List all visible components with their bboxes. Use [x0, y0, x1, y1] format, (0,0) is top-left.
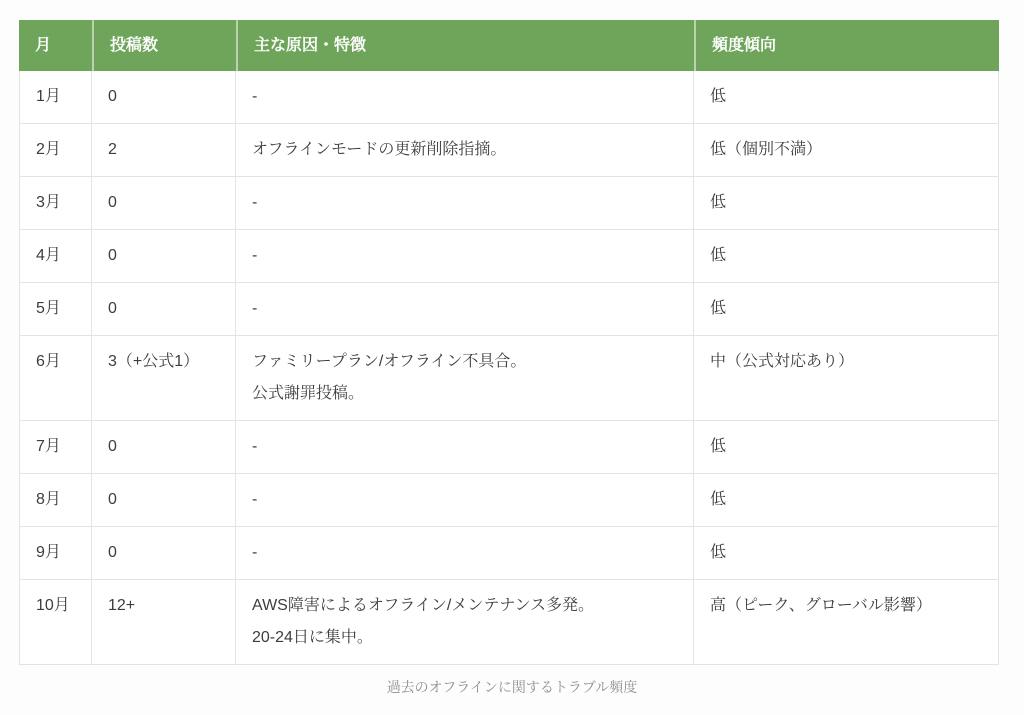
cell-cause: [236, 580, 694, 665]
cell-month: 7月: [19, 421, 92, 474]
cell-month: 1月: [19, 71, 92, 124]
cell-cause: [236, 230, 694, 283]
table-row: [19, 124, 999, 177]
header-row: [19, 20, 999, 71]
cell-cause: [236, 421, 694, 474]
cell-month: 4月: [19, 230, 92, 283]
cell-cause: [236, 124, 694, 177]
cell-month: 8月: [19, 474, 92, 527]
cell-month: 3月: [19, 177, 92, 230]
cell-posts: 12+: [92, 580, 236, 665]
cell-trend: 低: [694, 527, 999, 580]
column-header-posts: 投稿数: [92, 20, 236, 71]
column-header-trend: 頻度傾向: [694, 20, 999, 71]
cell-posts: 0: [92, 71, 236, 124]
cell-trend: 高（ピーク、グローバル影響）: [694, 580, 999, 665]
cause-line: -: [252, 194, 258, 211]
cell-trend: 低: [694, 283, 999, 336]
cause-line: AWS障害によるオフライン/メンテナンス多発。: [252, 597, 595, 614]
cell-posts: 0: [92, 230, 236, 283]
cell-cause: [236, 336, 694, 421]
cell-trend: 低: [694, 421, 999, 474]
cell-month: 5月: [19, 283, 92, 336]
cell-month: 10月: [19, 580, 92, 665]
table-row: [19, 527, 999, 580]
cause-line: 公式謝罪投稿。: [252, 385, 365, 402]
cell-trend: 低: [694, 230, 999, 283]
table-row: [19, 230, 999, 283]
trouble-frequency-table: [19, 20, 999, 665]
cause-line: -: [252, 438, 258, 455]
cell-trend: 低: [694, 474, 999, 527]
table-caption: 過去のオフラインに関するトラブル頻度: [386, 679, 638, 695]
cell-cause: [236, 283, 694, 336]
cause-line: 20-24日に集中。: [252, 629, 373, 646]
cell-trend: 中（公式対応あり）: [694, 336, 999, 421]
cell-month: 2月: [19, 124, 92, 177]
column-header-month: 月: [19, 20, 92, 71]
table-row: [19, 336, 999, 421]
table-row: [19, 421, 999, 474]
cause-line: -: [252, 544, 258, 561]
table-row: [19, 177, 999, 230]
cell-trend: 低: [694, 71, 999, 124]
cause-line: -: [252, 247, 258, 264]
cell-cause: [236, 177, 694, 230]
cause-line: オフラインモードの更新削除指摘。: [252, 141, 507, 158]
cell-cause: [236, 71, 694, 124]
cause-line: ファミリープラン/オフライン不具合。: [252, 353, 527, 370]
cause-line: -: [252, 491, 258, 508]
table-row: [19, 580, 999, 665]
column-header-cause: 主な原因・特徴: [236, 20, 694, 71]
cause-line: -: [252, 300, 258, 317]
cell-cause: [236, 527, 694, 580]
cell-posts: 2: [92, 124, 236, 177]
table-row: [19, 283, 999, 336]
cell-posts: 0: [92, 474, 236, 527]
cell-month: 6月: [19, 336, 92, 421]
cause-line: -: [252, 88, 258, 105]
table-row: [19, 71, 999, 124]
cell-posts: 0: [92, 421, 236, 474]
cell-posts: 0: [92, 283, 236, 336]
cell-month: 9月: [19, 527, 92, 580]
cell-posts: 0: [92, 527, 236, 580]
table-row: [19, 474, 999, 527]
cell-trend: 低: [694, 177, 999, 230]
cell-cause: [236, 474, 694, 527]
cell-posts: 3（+公式1）: [92, 336, 236, 421]
cell-trend: 低（個別不満）: [694, 124, 999, 177]
cell-posts: 0: [92, 177, 236, 230]
